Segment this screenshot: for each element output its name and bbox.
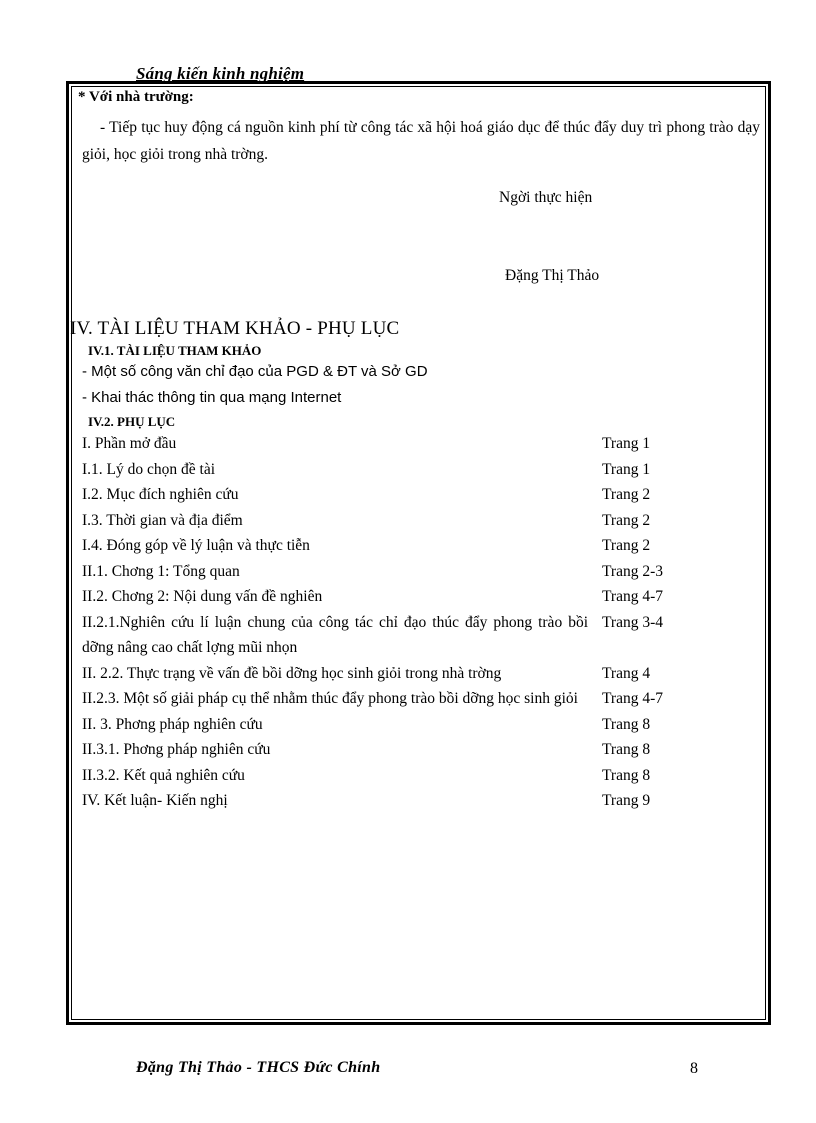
references-subtitle: IV.1. TÀI LIỆU THAM KHẢO	[88, 343, 262, 358]
footer-author: Đặng Thị Thảo - THCS Đức Chính	[136, 1059, 381, 1076]
table-of-contents	[82, 431, 682, 814]
toc-entry-page: Trang 2	[602, 486, 651, 503]
school-heading: * Với nhà trường:	[78, 89, 194, 105]
toc-entry-page: Trang 8	[602, 741, 651, 758]
toc-entry-text: II.3.2. Kết quả nghiên cứu	[82, 766, 245, 784]
toc-entry-text: II.2. Chơng 2: Nội dung vấn đề nghiên	[82, 588, 323, 605]
appendix-subtitle: IV.2. PHỤ LỤC	[88, 414, 176, 429]
page-header-title: Sáng kiến kinh nghiệm	[136, 64, 305, 83]
toc-entry-page: Trang 4	[602, 664, 651, 682]
toc-entry-page: Trang 4-7	[602, 588, 664, 605]
toc-entry-page: Trang 1	[602, 435, 651, 452]
toc-entry-page: Trang 2	[602, 537, 651, 554]
reference-item: - Khai thác thông tin qua mạng Internet	[82, 389, 342, 406]
toc-row	[82, 788, 682, 814]
school-paragraph	[82, 114, 760, 168]
toc-entry-text: II.2.3. Một số giải pháp cụ thể nhằm thúc đẩy phong trào bồi dỡng học sinh giỏi	[82, 690, 578, 707]
signer-name: Đặng Thị Thảo	[505, 267, 600, 284]
toc-row	[82, 737, 682, 763]
toc-row	[82, 763, 682, 789]
toc-entry-text: IV. Kết luận- Kiến nghị	[82, 792, 228, 809]
toc-entry-text: I.2. Mục đích nghiên cứu	[82, 486, 239, 503]
toc-row	[82, 482, 682, 508]
toc-entry-text: I.1. Lý do chọn đề tài	[82, 460, 216, 478]
toc-row	[82, 686, 682, 712]
toc-entry-page: Trang 2	[602, 511, 651, 529]
toc-entry-page: Trang 8	[602, 715, 651, 733]
toc-entry-text: II.1. Chơng 1: Tổng quan	[82, 562, 240, 580]
signer-label: Ngời thực hiện	[499, 189, 593, 206]
school-paragraph-text: - Tiếp tục huy động cá nguồn kinh phí từ công tác xã hội hoá giáo dục để thúc đẩy duy trì phong trào dạy giỏi, học giỏi trong nhà trờng.	[82, 119, 760, 163]
toc-row	[82, 661, 682, 687]
toc-row	[82, 559, 682, 585]
toc-row	[82, 508, 682, 534]
toc-entry-page: Trang 1	[602, 460, 651, 478]
toc-row	[82, 610, 682, 661]
toc-entry-page: Trang 2-3	[602, 562, 664, 580]
toc-entry-text: II. 3. Phơng pháp nghiên cứu	[82, 715, 263, 733]
toc-row	[82, 712, 682, 738]
toc-entry-text: I.3. Thời gian và địa điểm	[82, 511, 243, 529]
footer-page-number: 8	[690, 1060, 698, 1077]
toc-entry-text: II. 2.2. Thực trạng về vấn đề bồi dỡng học sinh giỏi trong nhà trờng	[82, 664, 502, 682]
toc-entry-text: II.3.1. Phơng pháp nghiên cứu	[82, 741, 271, 758]
toc-entry-text: I. Phần mở đầu	[82, 435, 177, 452]
toc-row	[82, 431, 682, 457]
toc-row	[82, 533, 682, 559]
toc-entry-text: I.4. Đóng góp về lý luận và thực tiễn	[82, 537, 310, 554]
toc-row	[82, 457, 682, 483]
toc-row	[82, 584, 682, 610]
reference-item: - Một số công văn chỉ đạo của PGD & ĐT và Sở GD	[82, 363, 428, 380]
toc-entry-page: Trang 8	[602, 766, 651, 784]
section-title: IV. TÀI LIỆU THAM KHẢO - PHỤ LỤC	[70, 318, 400, 339]
toc-entry-page: Trang 9	[602, 792, 651, 809]
toc-entry-page: Trang 4-7	[602, 690, 664, 707]
toc-entry-text: II.2.1.Nghiên cứu lí luận chung của công tác chỉ đạo thúc đẩy phong trào bồi dỡng nâng cao chất lợng mũi nhọn	[82, 613, 588, 656]
toc-entry-page: Trang 3-4	[602, 613, 664, 631]
